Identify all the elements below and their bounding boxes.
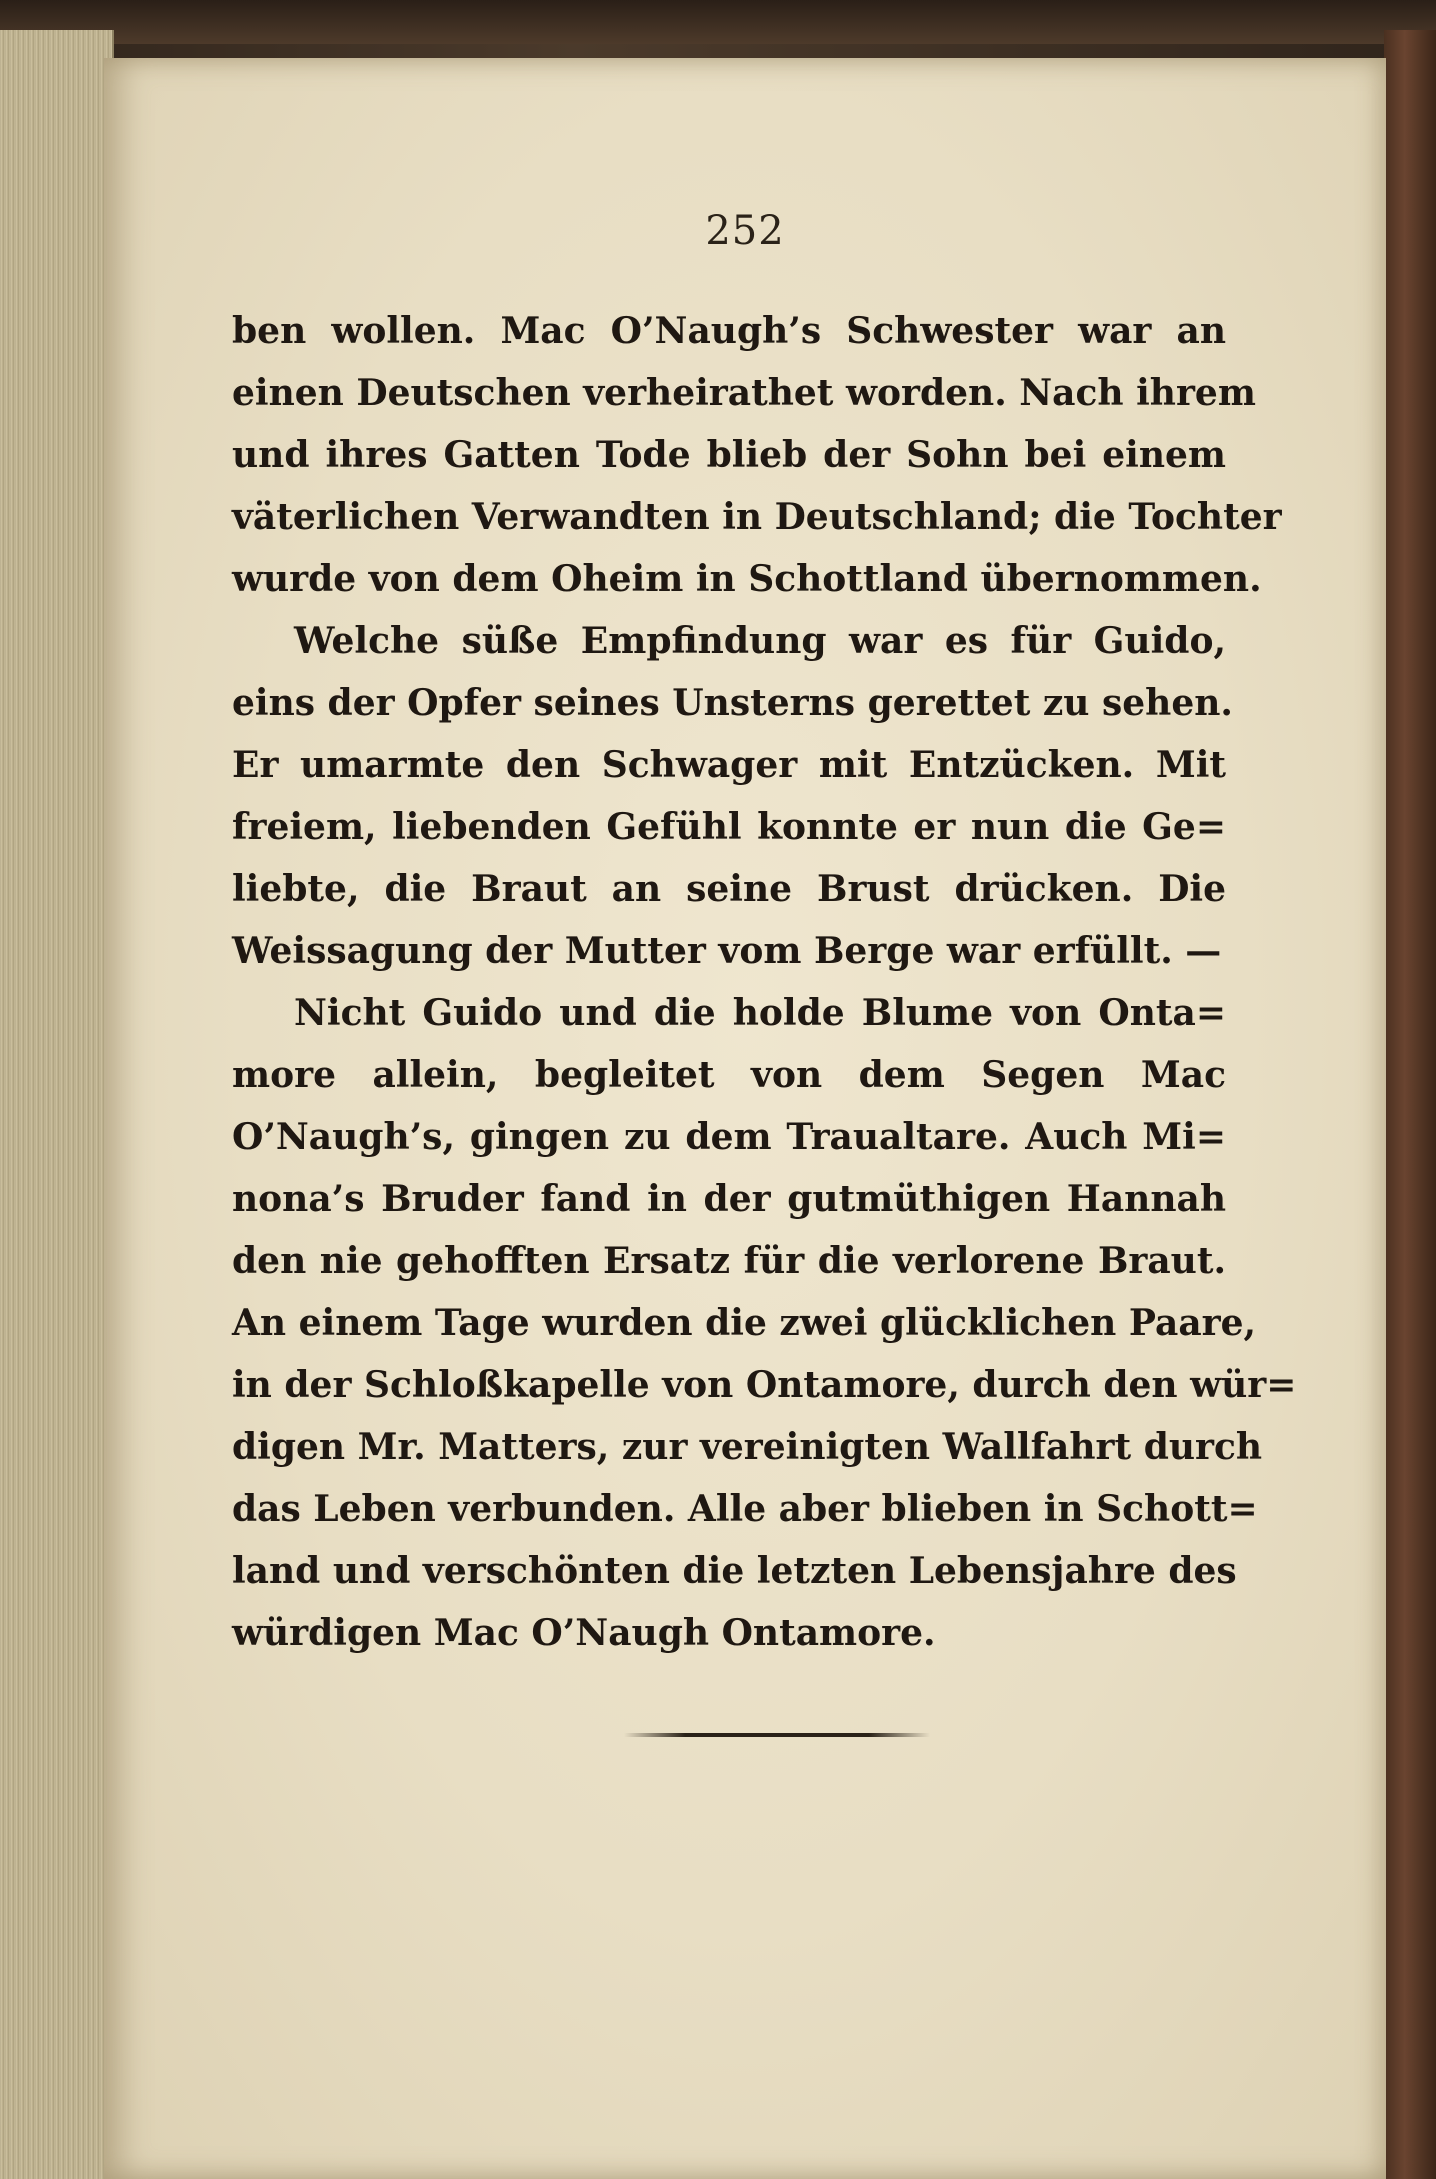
text-line: An einem Tage wurden die zwei glücklichen Paare, [232,1302,1257,1344]
text-line: Welche süße Empfindung war es für Guido, [294,620,1226,662]
text-line: eins der Opfer seines Unsterns gerettet zu sehen. [232,682,1233,724]
text-line: nona’s Bruder fand in der gutmüthigen Hannah [232,1178,1226,1220]
text-line: wurde von dem Oheim in Schottland übernommen. [232,558,1262,600]
text-line: freiem, liebenden Gefühl konnte er nun die Ge= [232,806,1226,848]
book-cover-edge [1384,30,1436,2179]
text-line: einen Deutschen verheirathet worden. Nach ihrem [232,372,1256,414]
text-line: und ihres Gatten Tode blieb der Sohn bei einem [232,434,1226,476]
text-line: O’Naugh’s, gingen zu dem Traualtare. Auch Mi= [232,1116,1226,1158]
text-line: land und verschönten die letzten Lebensjahre des [232,1550,1237,1592]
end-rule [624,1733,930,1737]
text-line: Weissagung der Mutter vom Berge war erfüllt. — [232,930,1222,972]
text-line: würdigen Mac O’Naugh Ontamore. [232,1612,936,1654]
text-line: liebte, die Braut an seine Brust drücken. Die [232,868,1226,910]
page-number: 252 [705,208,785,254]
text-line: Er umarmte den Schwager mit Entzücken. Mit [232,744,1226,786]
text-line: väterlichen Verwandten in Deutschland; die Tochter [232,496,1282,538]
book-top-edge [0,0,1436,44]
text-line: more allein, begleitet von dem Segen Mac [232,1054,1226,1096]
text-line: das Leben verbunden. Alle aber blieben in Schott= [232,1488,1258,1530]
text-line: ben wollen. Mac O’Naugh’s Schwester war an [232,310,1226,352]
page-stack-edge [0,30,114,2179]
text-line: Nicht Guido und die holde Blume von Onta= [294,992,1226,1034]
text-line: in der Schloßkapelle von Ontamore, durch den wür= [232,1364,1297,1406]
text-line: digen Mr. Matters, zur vereinigten Wallfahrt durch [232,1426,1263,1468]
body-text [232,300,1297,1664]
text-line: den nie gehofften Ersatz für die verlorene Braut. [232,1240,1226,1282]
